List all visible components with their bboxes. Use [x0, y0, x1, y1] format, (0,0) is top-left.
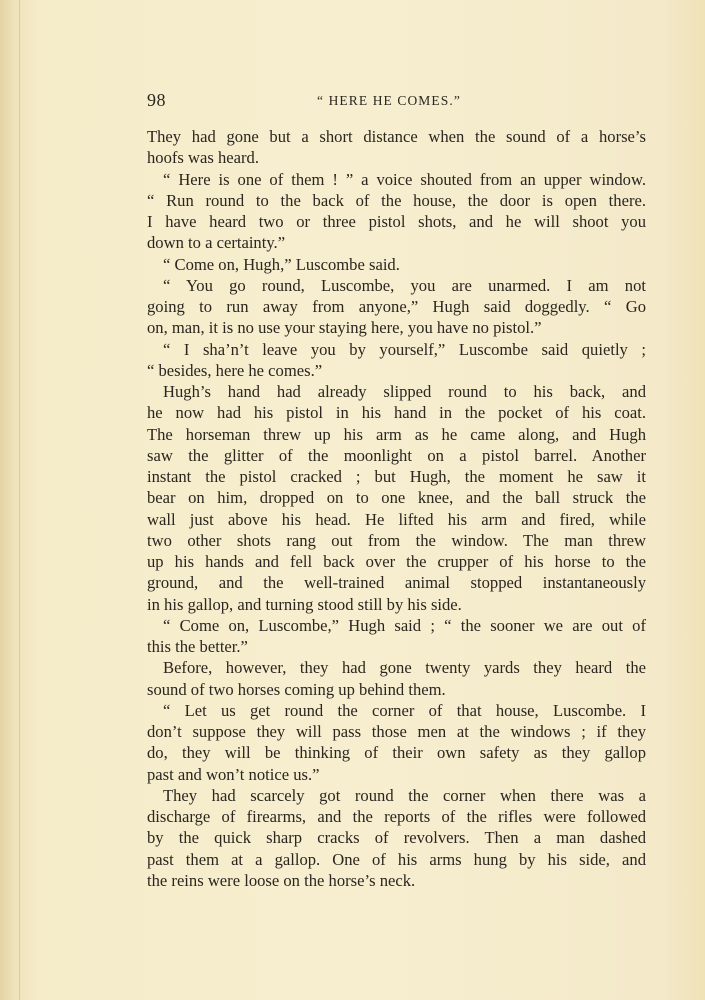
text-line: he now had his pistol in his hand in the pocket of his coat.: [147, 403, 646, 423]
text-line: this the better.”: [147, 637, 248, 656]
text-line: ground, and the well-trained animal stopped instantaneously: [147, 573, 646, 593]
text-line: hoofs was heard.: [147, 148, 259, 168]
text-line: past and won’t notice us.”: [147, 764, 320, 784]
text-line: The horseman threw up his arm as he came along, and Hugh: [147, 424, 646, 444]
text-line: “ Here is one of them ! ” a voice shouted from an upper window.: [163, 169, 646, 189]
text-line: “ I sha’n’t leave you by yourself,” Luscombe said quietly ;: [163, 339, 646, 359]
text-line: “ Let us get round the corner of that house, Luscombe. I: [163, 700, 646, 720]
text-line: They had scarcely got round the corner when there was a: [163, 785, 646, 805]
body-text: [147, 126, 646, 891]
text-line: going to run away from anyone,” Hugh said doggedly. “ Go: [147, 297, 646, 316]
running-head-title: “ HERE HE COMES.”: [317, 93, 461, 108]
text-line: “ Run round to the back of the house, the door is open there.: [147, 190, 646, 210]
text-line: discharge of firearms, and the reports of the rifles were followed: [147, 807, 646, 826]
text-line: sound of two horses coming up behind them.: [147, 679, 446, 699]
text-line: “ besides, here he comes.”: [147, 360, 323, 380]
text-line: “ Come on, Hugh,” Luscombe said.: [163, 254, 400, 274]
text-line: do, they will be thinking of their own safety as they gallop: [147, 743, 646, 763]
text-line: bear on him, dropped on to one knee, and the ball struck the: [147, 488, 646, 508]
text-line: on, man, it is no use your staying here, you have no pistol.”: [147, 318, 542, 338]
text-line: “ Come on, Luscombe,” Hugh said ; “ the sooner we are out of: [163, 615, 646, 635]
text-line: the reins were loose on the horse’s neck.: [147, 870, 416, 890]
text-line: two other shots rang out from the window. The man threw: [147, 530, 646, 550]
text-line: I have heard two or three pistol shots, and he will shoot you: [147, 212, 646, 231]
text-line: wall just above his head. He lifted his arm and fired, while: [147, 509, 646, 529]
text-line: saw the glitter of the moonlight on a pistol barrel. Another: [147, 445, 646, 465]
running-head: [147, 90, 647, 114]
text-line: Before, however, they had gone twenty yards they heard the: [163, 658, 646, 678]
binding-gutter: [19, 0, 20, 1000]
text-line: don’t suppose they will pass those men at the windows ; if they: [147, 722, 646, 741]
text-line: up his hands and fell back over the crupper of his horse to the: [147, 552, 646, 571]
text-line: “ You go round, Luscombe, you are unarmed. I am not: [163, 275, 646, 295]
text-line: in his gallop, and turning stood still by his side.: [147, 594, 462, 614]
text-line: instant the pistol cracked ; but Hugh, the moment he saw it: [147, 467, 646, 486]
page-number: 98: [147, 90, 166, 110]
text-line: down to a certainty.”: [147, 233, 286, 253]
text-line: past them at a gallop. One of his arms hung by his side, and: [147, 849, 646, 869]
text-line: by the quick sharp cracks of revolvers. Then a man dashed: [147, 828, 646, 848]
text-line: Hugh’s hand had already slipped round to his back, and: [163, 382, 646, 401]
text-line: They had gone but a short distance when the sound of a horse’s: [147, 127, 646, 146]
